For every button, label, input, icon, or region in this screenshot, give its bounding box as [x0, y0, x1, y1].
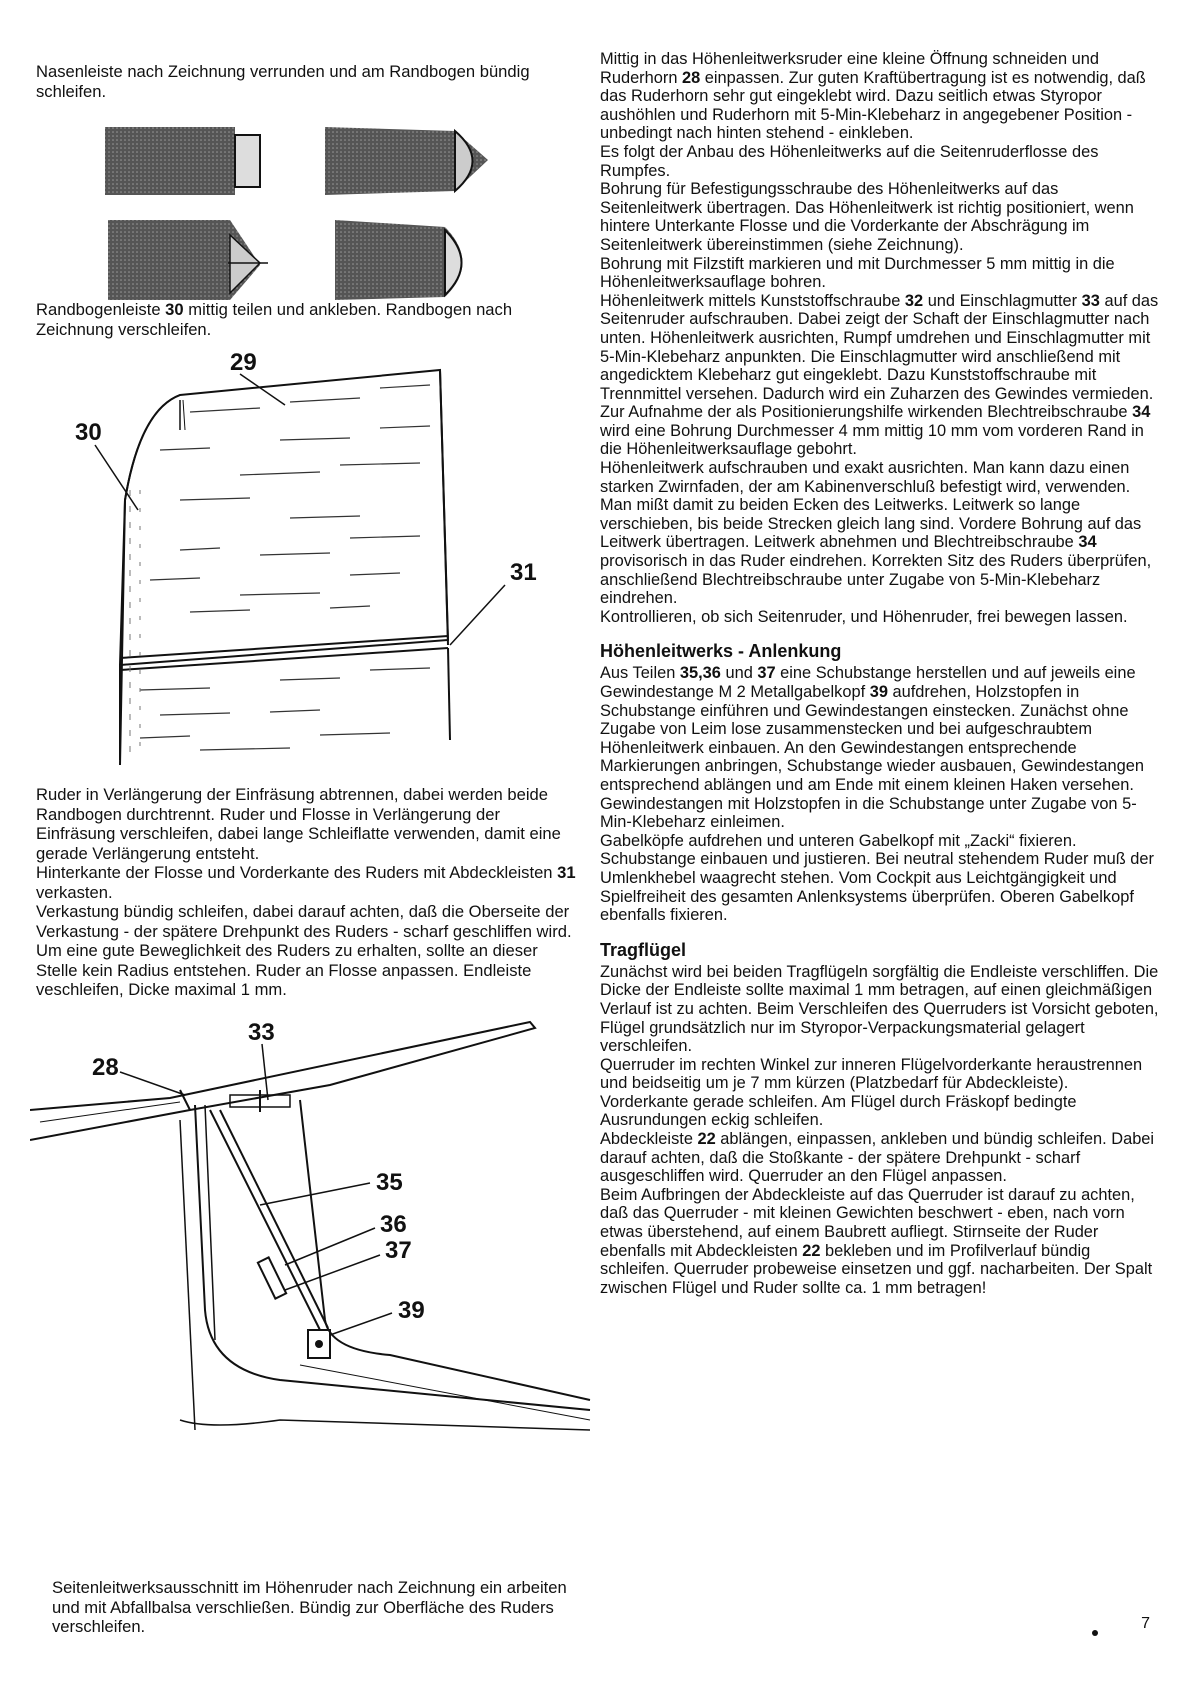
bullet-mark — [1092, 1630, 1098, 1636]
ruderhorn-text: Mittig in das Höhenleitwerksruder eine kleine Öffnung schneiden und Ruderhorn 28 einpassen. Zur guten Kraftübertragung ist es notwendig, daß das Ruderhorn sehr gut eingeklebt wird. Dazu seitlich etwas Styropor aushöhlen und Ruderhorn mit 5-Min-Klebeharz in angegebener Position - unbedingt nach hinten stehend - einkleben. — [600, 50, 1146, 143]
cutout-caption: Seitenleitwerksausschnitt im Höhenruder nach Zeichnung ein arbeiten und mit Abfallbalsa verschließen. Bündig zur Oberfläche des Ruders verschleifen. — [52, 1578, 567, 1636]
hinterkante-text: Hinterkante der Flosse und Vorderkante des Ruders mit Abdeckleisten 31 verkasten. — [36, 863, 576, 902]
gabelkoepfe-text: Gabelköpfe aufdrehen und unteren Gabelkopf mit „Zacki“ fixieren. Schubstange einbauen und justieren. Bei neutral stehendem Ruder muß der Umlenkhebel waagrecht stehen. Vom Cockpit aus Leichtgängigkeit und Spielfreiheit des gesamten Anlenksystems überprüfen. Oberen Gabelkopf ebenfalls fixieren. — [600, 831, 1154, 925]
pushrod-figure — [30, 1010, 600, 1440]
heading-tragfluegel: Tragflügel — [600, 939, 687, 960]
kunststoffschraube-text: Höhenleitwerk mittels Kunststoffschraube 32 und Einschlagmutter 33 auf das Seitenruder aufschrauben. Dabei zeigt der Schaft der Einschlagmutter nach unten. Höhenleitwerk ausrichten, Rumpf umdrehen und Einschlagmutter mit 5-Min-Klebeharz anpunkten. Die Einschlagmutter wird anschließend mit angedicktem Klebeharz gut eingeklebt. Dazu Kunststoffschraube mit Trennmittel versehen. Dadurch wird ein Zuharzen des Gewindes vermieden. — [600, 291, 1159, 403]
abdeckleiste-text: Abdeckleiste 22 ablängen, einpassen, ankleben und bündig schleifen. Dabei darauf achten, daß die Stoßkante - der spätere Drehpunkt - scharf ausgeschliffen wird. Querruder an den Flügel anpassen. — [600, 1130, 1155, 1186]
label-37: 37 — [385, 1237, 412, 1264]
label-31: 31 — [510, 559, 537, 586]
verkastung-text: Verkastung bündig schleifen, dabei darauf achten, daß die Oberseite der Verkastung - der spätere Drehpunkt des Ruders - scharf geschliffen wird. Um eine gute Beweglichkeit des Ruders zu erhalten, sollte an dieser Stelle kein Radius entstehen. Ruder an Flosse anpassen. Endleiste veschleifen, Dicke maximal 1 mm. — [36, 902, 572, 999]
ruder-text: Ruder in Verlängerung der Einfräsung abtrennen, dabei werden beide Randbogen durchtrennt. Ruder und Flosse in Verlängerung der Einfräsung verschleifen, dabei lange Schleiflatte verwenden, damit eine gerade Verlängerung entsteht. — [36, 785, 561, 863]
label-36: 36 — [380, 1211, 407, 1238]
randbogen-text: Randbogenleiste 30 mittig teilen und ankleben. Randbogen nach Zeichnung verschleifen. — [36, 300, 513, 339]
aufbringen-text: Beim Aufbringen der Abdeckleiste auf das Querruder ist darauf zu achten, daß das Querruder - mit kleinen Gewichten beschwert - eben, nach vorn etwas überstehend, auf einem Baubrett aufliegt. Stirnseite der Ruder ebenfalls mit Abdeckleisten 22 bekleben und im Profilverlauf bündig schleifen. Querruder probeweise einsetzen und ggf. nacharbeiten. Der Spalt zwischen Flügel und Ruder sollte ca. 1 mm betragen! — [600, 1185, 1153, 1297]
anbau-text: Es folgt der Anbau des Höhenleitwerks auf die Seitenruderflosse des Rumpfes. — [600, 142, 1099, 180]
label-30: 30 — [75, 419, 102, 446]
left-column — [36, 62, 576, 101]
label-33: 33 — [248, 1019, 275, 1046]
blechtreibschraube-text: Zur Aufnahme der als Positionierungshilfe wirkenden Blechtreibschraube 34 wird eine Bohrung Durchmesser 4 mm mittig 10 mm vom vorderen Rand in die Höhenleitwerksauflage gebohrt. — [600, 403, 1151, 459]
label-39: 39 — [398, 1297, 425, 1324]
right-column — [600, 50, 1160, 1297]
label-35: 35 — [376, 1169, 403, 1196]
label-29: 29 — [230, 349, 257, 376]
label-28: 28 — [92, 1054, 119, 1081]
kontrollieren-text: Kontrollieren, ob sich Seitenruder, und Höhenruder, frei bewegen lassen. — [600, 607, 1128, 626]
bohrung-text: Bohrung für Befestigungsschraube des Höhenleitwerks auf das Seitenleitwerk übertragen. Das Höhenleitwerk ist richtig positioniert, wenn hintere Unterkante Flosse und die Vorderkante der Abschrägung im Seitenleitwerk übereinstimmen (siehe Zeichnung). — [600, 180, 1134, 254]
nose-edge-figure — [100, 115, 540, 325]
intro-text: Nasenleiste nach Zeichnung verrunden und am Randbogen bündig schleifen. — [36, 62, 530, 101]
querruder-text: Querruder im rechten Winkel zur inneren Flügelvorderkante heraustrennen und beidseitig um je 7 mm kürzen (Platzbedarf für Abdeckleiste). Vorderkante gerade schleifen. Am Flügel durch Fräskopf bedingte Ausrundungen eckig schleifen. — [600, 1055, 1143, 1130]
tailplane-figure — [30, 340, 550, 770]
ausrichten-text: Höhenleitwerk aufschrauben und exakt ausrichten. Man kann dazu einen starken Zwirnfaden, der am Kabinenverschluß befestigt wird, verwenden. Man mißt damit zu beiden Ecken des Leitwerks. Leitwerk so lange verschieben, bis beide Strecken gleich lang sind. Vordere Bohrung auf das Leitwerk übertragen. Leitwerk abnehmen und Blechtreibschraube 34 provisorisch in das Ruder eindrehen. Korrekten Sitz des Ruders überprüfen, anschließend Blechtreibschraube unter Zugabe von 5-Min-Klebeharz eindrehen. — [600, 459, 1152, 608]
filzstift-text: Bohrung mit Filzstift markieren und mit Durchmesser 5 mm mittig in die Höhenleitwerksauflage bohren. — [600, 254, 1115, 292]
ruder-section — [36, 785, 576, 1000]
endleiste-text: Zunächst wird bei beiden Tragflügeln sorgfältig die Endleiste verschliffen. Die Dicke der Endleiste sollte maximal 1 mm betragen, auf einen gleichmäßigen Verlauf ist zu achten. Beim Verschleifen des Querruders ist Vorsicht geboten, Flügel grundsätzlich nur im Styropor-Verpackungsmaterial gelagert verschleifen. — [600, 962, 1159, 1056]
heading-anlenkung: Höhenleitwerks - Anlenkung — [600, 641, 842, 662]
page-number: 7 — [1141, 1615, 1150, 1632]
schubstange-text: Aus Teilen 35,36 und 37 eine Schubstange herstellen und auf jeweils eine Gewindestange M 2 Metallgabelkopf 39 aufdrehen, Holzstopfen in Schubstange einführen und Gewindestangen einstecken. Zunächst ohne Zugabe von Leim lose zusammenstecken und bei aufgeschraubtem Höhenleitwerk einbauen. An den Gewindestangen entsprechende Markierungen anbringen, Schubstange wieder ausbauen, Gewindestangen entsprechend ablängen und am Ende mit einem kleinen Haken versehen. Gewindestangen mit Holzstopfen in die Schubstange unter Zugabe von 5-Min-Klebeharz einleimen. — [600, 664, 1144, 832]
